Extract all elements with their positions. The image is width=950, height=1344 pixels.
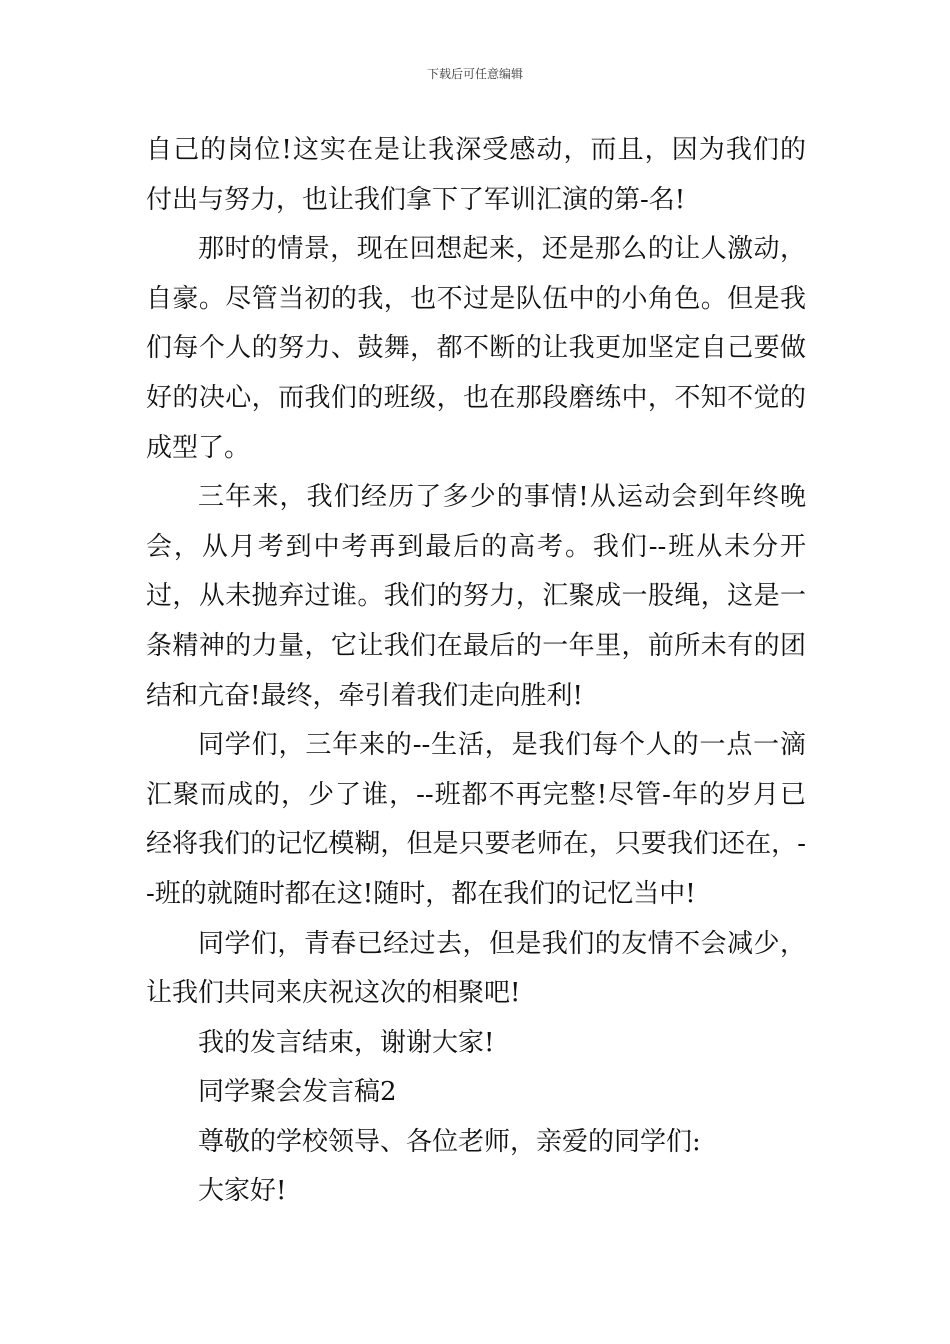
paragraph-2: 那时的情景，现在回想起来，还是那么的让人激动，自豪。尽管当初的我，也不过是队伍中的小角色。但是我们每个人的努力、鼓舞，都不断的让我更加坚定自己要做好的决心，而我们的班级，也在那段磨练中，不知不觉的成型了。 <box>146 234 806 463</box>
paragraph-3: 三年来，我们经历了多少的事情!从运动会到年终晚会，从月考到中考再到最后的高考。我们--班从未分开过，从未抛弃过谁。我们的努力，汇聚成一股绳，这是一条精神的力量，它让我们在最后的一年里，前所未有的团结和亢奋!最终，牵引着我们走向胜利! <box>146 482 806 711</box>
greeting: 大家好! <box>198 1176 287 1207</box>
paragraph-4: 同学们，三年来的--生活，是我们每个人的一点一滴汇聚而成的，少了谁，--班都不再完整!尽管-年的岁月已经将我们的记忆模糊，但是只要老师在，只要我们还在，--班的就随时都在这!随时，都在我们的记忆当中! <box>146 730 806 909</box>
closing-line: 我的发言结束，谢谢大家! <box>198 1027 495 1058</box>
paragraph-5: 同学们，青春已经过去，但是我们的友情不会减少，让我们共同来庆祝这次的相聚吧! <box>146 928 806 1009</box>
section-title: 同学聚会发言稿2 <box>198 1077 397 1108</box>
paragraph-1: 自己的岗位!这实在是让我深受感动，而且，因为我们的付出与努力，也让我们拿下了军训汇演的第-名! <box>146 135 806 215</box>
salutation: 尊敬的学校领导、各位老师，亲爱的同学们: <box>198 1126 701 1157</box>
page-header: 下载后可任意编辑 <box>426 67 523 81</box>
document-body <box>146 126 806 1217</box>
